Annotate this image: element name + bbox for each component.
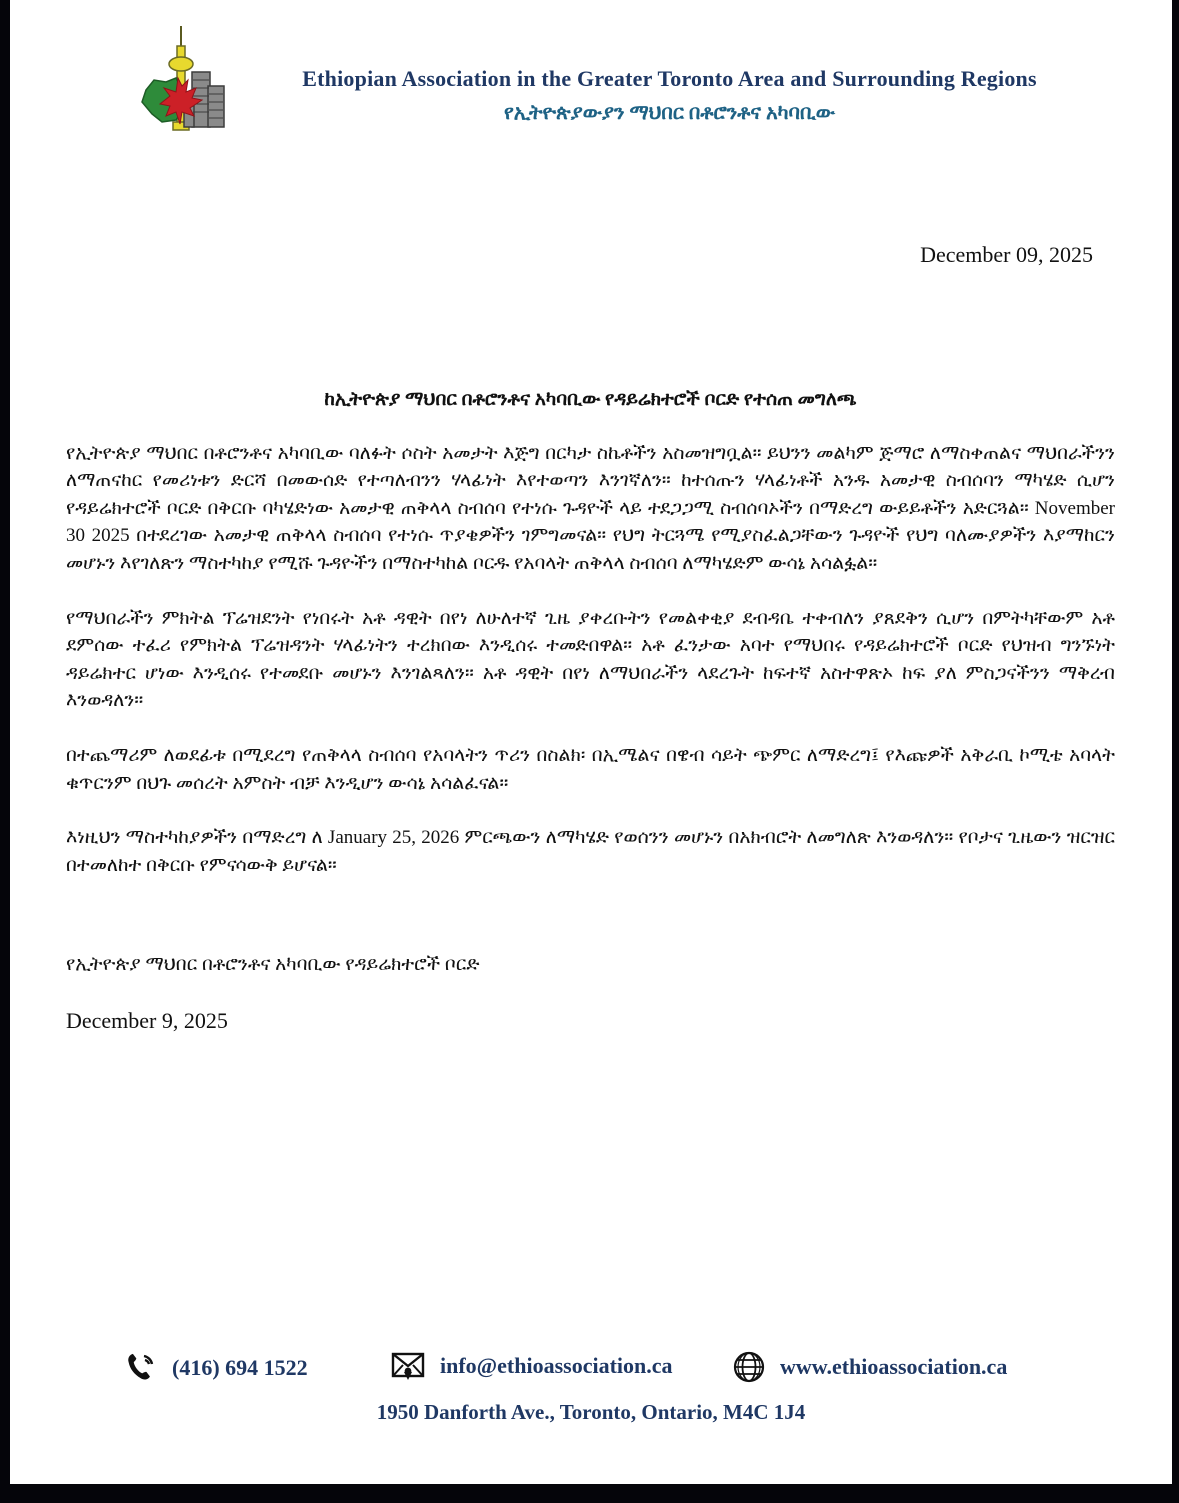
footer-website-url: www.ethioassociation.ca bbox=[780, 1354, 1008, 1379]
letter-body bbox=[66, 386, 1115, 1035]
org-name-english: Ethiopian Association in the Greater Toronto Area and Surrounding Regions bbox=[302, 66, 1037, 91]
footer-email bbox=[390, 1350, 673, 1382]
page-border-right bbox=[1172, 0, 1179, 1503]
envelope-icon bbox=[390, 1350, 426, 1382]
letter-heading: ከኢትዮጵያ ማህበር በቶሮንቶና አካባቢው የዳይሬክተሮች ቦርድ የተሰጠ መግለጫ bbox=[324, 389, 857, 410]
org-name-amharic: የኢትዮጵያውያን ማህበር በቶሮንቶና አካባቢው bbox=[504, 102, 835, 124]
paragraph-3: በተጨማሪም ለወደፊቱ በሚደረግ የጠቅላላ ስብሰባ የአባላትን ጥሪን በስልክ፡ በኢሜልና በዌብ ሳይት ጭምር ለማድረግ፤ የእጩዎች አቅራቢ ኮሚቴ አባላት ቁጥርንም በህጉ መሰረት አምስት ብቻ እንዲሆን ውሳኔ አሳልፈናል። bbox=[66, 744, 1115, 794]
letter-date-top: December 09, 2025 bbox=[920, 242, 1093, 267]
paragraph-1: የኢትዮጵያ ማህበር በቶሮንቶና አካባቢው ባለፉት ሶስት አመታት እጅግ በርካታ ስኬቶችን አስመዝግቧል። ይህንን መልካም ጅማሮ ለማስቀጠልና ማህበራችንን ለማጠናከር የመሪነቱን ድርሻ በመውሰድ የተጣለብንን ሃላፊነት እየተወጣን እንገኛለን። ከተሰጡን ሃላፊነቶች አንዱ አመታዊ ስብሰባን ማካሄድ ሲሆን የዳይሬክተሮች ቦርድ በቅርቡ ባካሄድነው አመታዊ ጠቅላላ ስብሰባ የተነሱ ጉዳዮች ላይ ተደጋጋሚ ስብሰባኦችን በማድረግ ውይይቶችን አድርጓል። November 30 2025 በተደረገው አመታዊ ጠቅላላ ስብሰባ የተነሱ ጥያቄዎችን ገምግመናል። የህግ ትርጓሜ የሚያስፈልጋቸውን ጉዳዮች የህግ ባለሙያዎችን እያማከርን መሆኑን እየገለጽን ማስተካከያ የሚሹ ጉዳዮችን በማስተካከል ቦርዱ የአባላት ጠቅላላ ስብሰባ ለማካሄድም ውሳኔ አሳልፏል። bbox=[66, 442, 1115, 574]
footer-address: 1950 Danforth Ave., Toronto, Ontario, M4C 1J4 bbox=[376, 1400, 806, 1424]
page-border-bottom bbox=[0, 1484, 1179, 1503]
paragraph-2: የማህበራችን ምክትል ፕሬዝደንት የነበሩት አቶ ዳዊት በየነ ለሁለተኛ ጊዜ ያቀረቡትን የመልቀቂያ ደብዳቤ ተቀብለን ያጸደቅን ሲሆን በምትካቸውም አቶ ደምሰው ተፈሪ የምክትል ፕሬዝዳንት ሃላፊነትን ተረክበው እንዲሰሩ ተመድበዋል። አቶ ፈንታው አባተ የማህበሩ የዳይሬክተሮች ቦርድ የህዝብ ግንኙነት ዳይሬክተር ሆነው እንዲሰሩ የተመደቡ መሆኑን እንገልጻለን። አቶ ዳዊት በየነ ለማህበራችን ላደረጉት ከፍተኛ አስተዋጽኦ ከፍ ያለ ምስጋናችንን ማቅረብ እንወዳለን። bbox=[66, 607, 1115, 712]
signature-line: የኢትዮጵያ ማህበር በቶሮንቶና አካባቢው የዳይሬክተሮች ቦርድ bbox=[66, 954, 480, 976]
letter-date-bottom: December 9, 2025 bbox=[66, 1007, 228, 1033]
footer-phone bbox=[122, 1350, 308, 1386]
footer-website bbox=[732, 1350, 1007, 1384]
association-logo bbox=[132, 24, 228, 138]
footer-phone-number: (416) 694 1522 bbox=[172, 1355, 308, 1380]
footer bbox=[10, 1350, 1172, 1396]
page-border-left bbox=[0, 0, 10, 1503]
paragraph-4: እነዚህን ማስተካከያዎችን በማድረግ ለ January 25, 2026 ምርጫውን ለማካሄድ የወሰንን መሆኑን በአክብሮት ለመግለጽ እንወዳለን። የቦታና ጊዜውን ዝርዝር በተመለከተ በቅርቡ የምናሳውቅ ይሆናል። bbox=[66, 827, 1115, 876]
phone-icon bbox=[122, 1350, 158, 1386]
globe-icon bbox=[732, 1350, 766, 1384]
footer-email-address: info@ethioassociation.ca bbox=[440, 1353, 673, 1378]
